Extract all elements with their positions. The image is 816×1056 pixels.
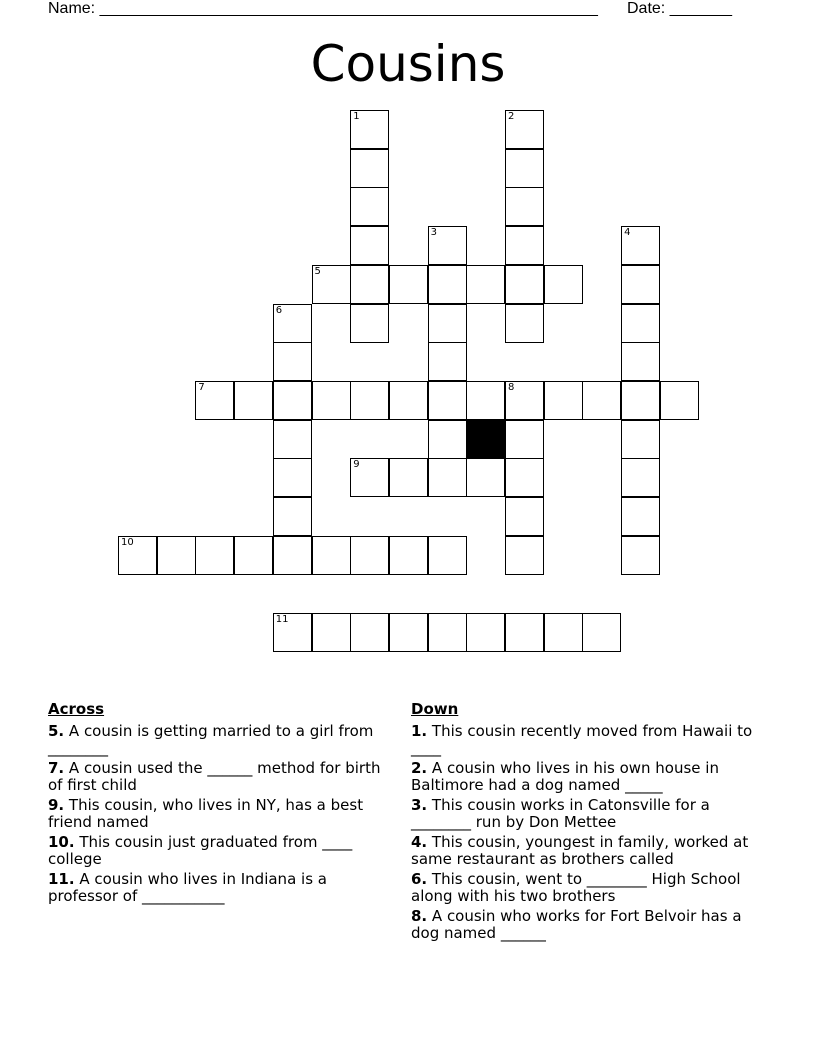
grid-cell[interactable] — [621, 342, 660, 381]
clue-number: 8 — [508, 381, 515, 393]
clue-text: A cousin who works for Fort Belvoir has a dog named ______ — [411, 907, 742, 942]
grid-cell[interactable] — [505, 265, 544, 304]
clue-number: 3 — [430, 227, 437, 239]
grid-cell[interactable] — [389, 265, 428, 304]
grid-cell[interactable] — [621, 381, 660, 420]
grid-cell[interactable] — [273, 497, 312, 536]
down-clue — [411, 723, 761, 757]
grid-cell[interactable] — [273, 458, 312, 497]
down-clue — [411, 871, 761, 905]
grid-cell[interactable] — [350, 149, 389, 188]
date-field-label: Date: _______ — [627, 0, 732, 17]
black-cell — [466, 420, 505, 459]
clue-number-label: 6. — [411, 870, 428, 888]
clue-number-label: 4. — [411, 833, 428, 851]
grid-cell[interactable] — [428, 381, 467, 420]
grid-cell[interactable] — [273, 342, 312, 381]
grid-cell[interactable] — [505, 187, 544, 226]
grid-cell[interactable] — [350, 304, 389, 343]
grid-cell[interactable] — [505, 497, 544, 536]
across-clues — [48, 701, 388, 908]
clue-number: 10 — [121, 536, 134, 548]
clue-text: This cousin just graduated from ____ college — [48, 833, 353, 868]
grid-cell[interactable] — [350, 226, 389, 265]
grid-cell[interactable] — [466, 458, 505, 497]
clue-number: 9 — [353, 459, 360, 471]
grid-cell[interactable] — [621, 536, 660, 575]
grid-cell[interactable] — [505, 381, 544, 420]
clue-number: 6 — [275, 304, 283, 316]
grid-cell[interactable] — [389, 536, 428, 575]
grid-cell[interactable] — [350, 265, 389, 304]
grid-cell[interactable] — [544, 613, 583, 652]
down-clue-list — [411, 723, 761, 942]
grid-cell[interactable] — [621, 497, 660, 536]
grid-cell[interactable] — [582, 381, 621, 420]
grid-cell[interactable] — [621, 265, 660, 304]
grid-cell[interactable] — [350, 187, 389, 226]
grid-cell[interactable] — [621, 420, 660, 459]
clue-text: This cousin, youngest in family, worked at same restaurant as brothers called — [411, 833, 749, 868]
across-clue-list — [48, 723, 388, 905]
clue-text: A cousin used the ______ method for birth of first child — [48, 759, 381, 794]
grid-cell[interactable] — [273, 381, 312, 420]
across-clue — [48, 723, 388, 757]
clue-number-label: 10. — [48, 833, 75, 851]
clue-text: A cousin who lives in Indiana is a professor of ___________ — [48, 870, 327, 905]
clue-number: 1 — [353, 111, 360, 122]
grid-cell[interactable] — [428, 226, 467, 265]
grid-cell[interactable] — [544, 381, 583, 420]
down-clue — [411, 908, 761, 942]
grid-cell[interactable] — [621, 226, 660, 265]
grid-cell[interactable] — [428, 265, 467, 304]
grid-cell[interactable] — [428, 536, 467, 575]
grid-cell[interactable] — [505, 226, 544, 265]
clue-text: This cousin works in Catonsville for a ________ run by Don Mettee — [411, 796, 710, 831]
grid-cell[interactable] — [505, 304, 544, 343]
grid-cell[interactable] — [428, 420, 467, 459]
clue-number-label: 11. — [48, 870, 75, 888]
clue-number-label: 8. — [411, 907, 428, 925]
across-heading: Across — [48, 700, 105, 718]
down-clue — [411, 760, 761, 794]
grid-cell[interactable] — [389, 613, 428, 652]
clue-number-label: 9. — [48, 796, 65, 814]
grid-cell[interactable] — [466, 613, 505, 652]
clue-number: 5 — [314, 265, 321, 277]
clue-number-label: 2. — [411, 759, 428, 777]
grid-cell[interactable] — [544, 265, 583, 304]
grid-cell[interactable] — [505, 536, 544, 575]
clue-number: 7 — [198, 381, 205, 393]
grid-cell[interactable] — [660, 381, 699, 420]
grid-cell[interactable] — [582, 613, 621, 652]
grid-cell[interactable] — [234, 381, 273, 420]
grid-cell[interactable] — [505, 110, 544, 149]
across-clue — [48, 871, 388, 905]
page-title: Cousins — [310, 35, 506, 93]
across-clue — [48, 797, 388, 831]
grid-cell[interactable] — [505, 458, 544, 497]
grid-cell[interactable] — [195, 381, 234, 420]
down-clue — [411, 834, 761, 868]
grid-cell[interactable] — [466, 265, 505, 304]
name-field-label: Name: ________________________________________________________ — [48, 0, 598, 17]
grid-cell[interactable] — [157, 536, 196, 575]
grid-cell[interactable] — [505, 420, 544, 459]
clue-number: 11 — [275, 614, 289, 626]
grid-cell[interactable] — [389, 381, 428, 420]
clue-text: This cousin recently moved from Hawaii to ____ — [411, 722, 753, 757]
grid-cell[interactable] — [350, 381, 389, 420]
grid-cell[interactable] — [312, 613, 351, 652]
grid-cell[interactable] — [350, 110, 389, 149]
grid-cell[interactable] — [428, 304, 467, 343]
grid-cell[interactable] — [312, 536, 351, 575]
down-clues — [411, 701, 761, 945]
clue-text: This cousin, went to ________ High School along with his two brothers — [411, 870, 741, 905]
grid-cell[interactable] — [428, 342, 467, 381]
down-heading: Down — [411, 700, 459, 718]
grid-cell[interactable] — [428, 458, 467, 497]
grid-cell[interactable] — [273, 536, 312, 575]
grid-cell[interactable] — [350, 458, 389, 497]
grid-cell[interactable] — [621, 458, 660, 497]
grid-cell[interactable] — [350, 536, 389, 575]
clue-number-label: 3. — [411, 796, 428, 814]
clue-text: This cousin, who lives in NY, has a best friend named — [48, 796, 364, 831]
clue-number: 4 — [624, 227, 631, 239]
grid-cell[interactable] — [505, 149, 544, 188]
clue-text: A cousin who lives in his own house in Baltimore had a dog named _____ — [411, 759, 719, 794]
down-clue — [411, 797, 761, 831]
grid-cell[interactable] — [312, 265, 351, 304]
grid-cell[interactable] — [118, 536, 157, 575]
grid-cell[interactable] — [389, 458, 428, 497]
across-clue — [48, 760, 388, 794]
grid-cell[interactable] — [621, 304, 660, 343]
grid-cell[interactable] — [428, 613, 467, 652]
grid-cell[interactable] — [350, 613, 389, 652]
clue-number-label: 1. — [411, 722, 428, 740]
grid-cell[interactable] — [505, 613, 544, 652]
grid-cell[interactable] — [273, 304, 312, 343]
clue-text: A cousin is getting married to a girl from ________ — [48, 722, 374, 757]
grid-cell[interactable] — [466, 381, 505, 420]
grid-cell[interactable] — [273, 613, 312, 652]
clue-number: 2 — [508, 111, 515, 122]
clue-number-label: 5. — [48, 722, 65, 740]
across-clue — [48, 834, 388, 868]
grid-cell[interactable] — [273, 420, 312, 459]
clue-number-label: 7. — [48, 759, 65, 777]
grid-cell[interactable] — [312, 381, 351, 420]
grid-cell[interactable] — [234, 536, 273, 575]
grid-cell[interactable] — [195, 536, 234, 575]
